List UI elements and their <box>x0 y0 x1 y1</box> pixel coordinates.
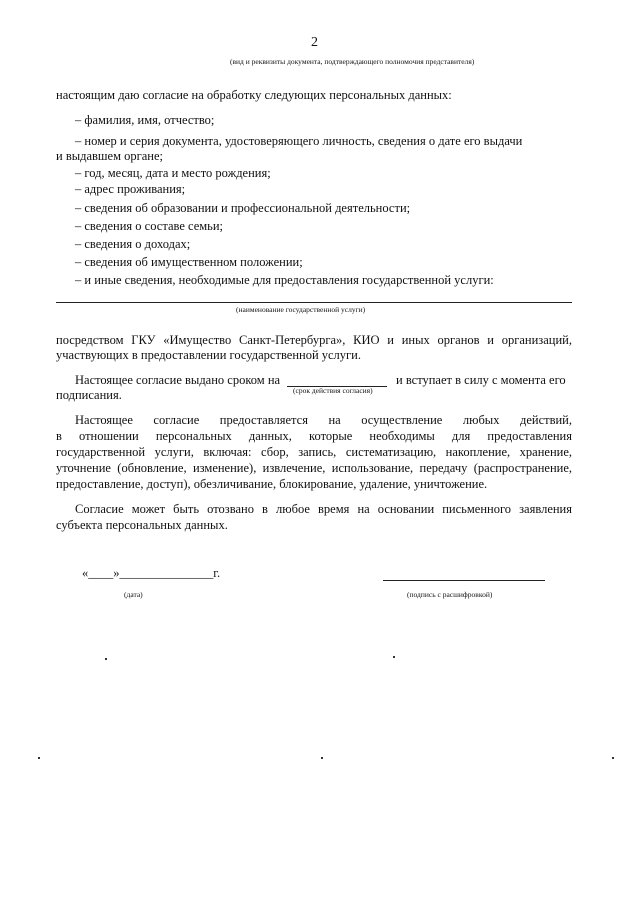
scan-speck <box>38 757 40 759</box>
consent-item: – и иные сведения, необходимые для предоставления государственной услуги: <box>75 273 494 287</box>
scan-speck <box>321 757 323 759</box>
date-year-suffix: г. <box>213 566 221 580</box>
consent-item: – адрес проживания; <box>75 182 186 196</box>
revocation-paragraph-line: Согласие может быть отозвано в любое время на основании письменного заявления <box>75 502 572 516</box>
term-caption: (срок действия согласия) <box>293 386 373 395</box>
consent-item: и выдавшем органе; <box>56 149 164 163</box>
date-month-blank: _______________ <box>119 566 214 580</box>
consent-item: – сведения об имущественном положении; <box>75 255 303 269</box>
date-open-quote: « <box>82 566 89 580</box>
actions-paragraph-line: предоставление, доступ), обезличивание, блокирование, удаление, уничтожение. <box>56 477 488 491</box>
consent-item: – год, месяц, дата и место рождения; <box>75 166 271 180</box>
revocation-paragraph-line: субъекта персональных данных. <box>56 518 228 532</box>
signature-caption: (подпись с расшифровкой) <box>407 590 493 599</box>
representative-document-caption: (вид и реквизиты документа, подтверждающего полномочия представителя) <box>230 57 475 66</box>
actions-paragraph-line: уточнение (обновление, изменение), извлечение, использование, передачу (распространение, <box>56 461 572 475</box>
consent-item: – сведения о доходах; <box>75 237 191 251</box>
consent-item: – номер и серия документа, удостоверяющего личность, сведения о дате его выдачи <box>75 134 523 148</box>
term-text: подписания. <box>56 388 122 402</box>
scan-speck <box>612 757 614 759</box>
scan-speck <box>105 658 107 660</box>
consent-item: – фамилия, имя, отчество; <box>75 113 215 127</box>
via-paragraph-line: посредством ГКУ «Имущество Санкт-Петербурга», КИО и иных органов и организаций, <box>56 333 572 347</box>
consent-item: – сведения об образовании и профессиональной деятельности; <box>75 201 411 215</box>
page-number: 2 <box>311 35 318 50</box>
scan-speck <box>393 656 395 658</box>
date-day-blank: ____ <box>88 566 114 580</box>
consent-item: – сведения о составе семьи; <box>75 219 224 233</box>
date-caption: (дата) <box>124 590 143 599</box>
actions-paragraph-line: Настоящее согласие предоставляется на осуществление любых действий, <box>75 413 572 427</box>
actions-paragraph-line: в отношении персональных данных, которые необходимы для предоставления <box>56 429 572 443</box>
consent-intro: настоящим даю согласие на обработку следующих персональных данных: <box>56 88 452 102</box>
term-text: Настоящее согласие выдано сроком на <box>75 373 281 387</box>
signature-line <box>383 580 545 581</box>
service-name-line <box>56 302 572 303</box>
date-field <box>82 566 220 581</box>
service-name-caption: (наименование государственной услуги) <box>236 305 366 314</box>
date-close-quote: » <box>113 566 120 580</box>
term-text: и вступает в силу с момента его <box>396 373 566 387</box>
via-paragraph-line: участвующих в предоставлении государственной услуги. <box>56 348 361 362</box>
actions-paragraph-line: государственной услуги, включая: сбор, запись, систематизацию, накопление, хранение, <box>56 445 572 459</box>
